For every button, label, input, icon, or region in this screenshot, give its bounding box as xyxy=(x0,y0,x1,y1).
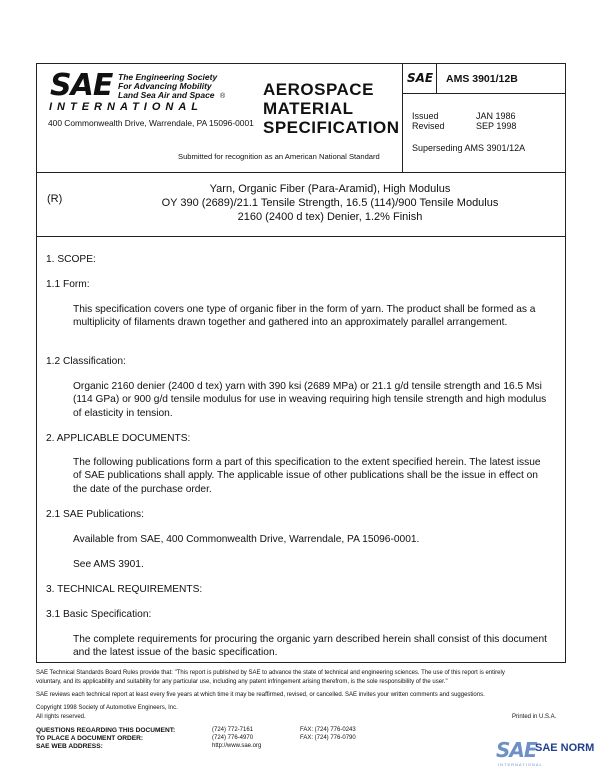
sae-logo: SAE xyxy=(50,68,113,103)
form-paragraph: This specification covers one type of organic fiber in the form of yarn. The product shall be formed as a multiplicity of filaments drawn together and gathered into an approximately parallel arrangement. xyxy=(73,304,536,329)
section-heading-form: 1.1 Form: xyxy=(46,279,90,290)
section-heading-scope: 1. SCOPE: xyxy=(46,254,96,265)
issued-label: Issued xyxy=(412,111,439,121)
web-address: http://www.sae.org xyxy=(212,743,262,749)
spec-title-line-1: AEROSPACE xyxy=(263,80,374,99)
document-title-line-2: OY 390 (2689)/21.1 Tensile Strength, 16.5 (114)/900 Tensile Modulus xyxy=(161,197,499,209)
international-wordmark: INTERNATIONAL xyxy=(49,101,204,113)
society-line-2: For Advancing Mobility xyxy=(118,81,212,91)
section-heading-technical-requirements: 3. TECHNICAL REQUIREMENTS: xyxy=(46,584,203,595)
order-fax: FAX: (724) 776-0790 xyxy=(300,735,356,741)
superseding-note: Superseding AMS 3901/12A xyxy=(412,143,526,153)
revised-label: Revised xyxy=(412,121,445,131)
sae-norm-watermark-subtext: INTERNATIONAL xyxy=(498,762,543,767)
questions-fax: FAX: (724) 776-0243 xyxy=(300,727,356,733)
sae-norm-watermark-logo: SAE xyxy=(496,738,537,762)
policy-line-2: voluntary, and its applicability and suitability for any particular use, including any patent infringement arising therefrom, is the sole responsibility of the user." xyxy=(36,679,448,685)
section-heading-classification: 1.2 Classification: xyxy=(46,356,126,367)
issued-date: JAN 1986 xyxy=(476,111,516,121)
questions-phone: (724) 772-7161 xyxy=(212,727,254,733)
sae-norm-watermark-text: SAE NORM xyxy=(535,742,595,754)
document-number: AMS 3901/12B xyxy=(446,73,518,85)
revised-date: SEP 1998 xyxy=(476,121,517,131)
printed-line: Printed in U.S.A. xyxy=(512,714,557,720)
section-heading-sae-publications: 2.1 SAE Publications: xyxy=(46,509,144,520)
copyright-line: Copyright 1998 Society of Automotive Engineers, Inc. xyxy=(36,705,178,711)
questions-label: QUESTIONS REGARDING THIS DOCUMENT: xyxy=(36,727,176,734)
section-heading-basic-specification: 3.1 Basic Specification: xyxy=(46,609,152,620)
section-heading-applicable-documents: 2. APPLICABLE DOCUMENTS: xyxy=(46,433,191,444)
revision-mark: (R) xyxy=(47,193,63,205)
registered-mark: ® xyxy=(220,93,226,100)
sae-publications-availability: Available from SAE, 400 Commonwealth Drive, Warrendale, PA 15096-0001. xyxy=(73,534,420,545)
document-title-line-3: 2160 (2400 d tex) Denier, 1.2% Finish xyxy=(237,211,423,223)
order-label: TO PLACE A DOCUMENT ORDER: xyxy=(36,735,144,742)
policy-line-1: SAE Technical Standards Board Rules provide that: "This report is published by SAE to advance the state of technical and engineering sciences. The use of this report is entirely xyxy=(36,670,505,676)
society-address: 400 Commonwealth Drive, Warrendale, PA 15096-0001 xyxy=(48,118,254,128)
rights-line: All rights reserved. xyxy=(36,714,86,720)
spec-title-line-3: SPECIFICATION xyxy=(263,118,400,137)
spec-title-line-2: MATERIAL xyxy=(263,99,354,118)
docnum-rule xyxy=(402,93,566,94)
sae-small-logo: SAE xyxy=(407,71,434,85)
docnum-vertical-rule xyxy=(436,63,437,93)
title-divider xyxy=(36,236,566,237)
society-line-3: Land Sea Air and Space xyxy=(118,90,215,100)
order-phone: (724) 776-4970 xyxy=(212,735,254,741)
submitted-note: Submitted for recognition as an American National Standard xyxy=(178,152,380,161)
basic-specification-paragraph: The complete requirements for procuring the organic yarn described herein shall consist of this document and the latest issue of the basic specification. xyxy=(73,634,547,659)
header-divider xyxy=(36,172,566,173)
classification-paragraph: Organic 2160 denier (2400 d tex) yarn with 390 ksi (2689 MPa) or 21.1 g/d tensile strength and 16.5 Msi (114 GPa) or 900 g/d tensile modulus for use in weaving requiring high tensile strength and high modulus of elasticity in tension. xyxy=(73,381,547,419)
web-label: SAE WEB ADDRESS: xyxy=(36,743,103,750)
sae-publications-reference: See AMS 3901. xyxy=(73,559,144,570)
document-title-line-1: Yarn, Organic Fiber (Para-Aramid), High Modulus xyxy=(209,183,451,195)
policy-line-3: SAE reviews each technical report at least every five years at which time it may be reaffirmed, revised, or cancelled. SAE invites your written comments and suggestions. xyxy=(36,692,485,698)
applicable-documents-paragraph: The following publications form a part of this specification to the extent specified herein. The latest issue of SAE publications shall apply. The applicable issue of other publications shall be the issue in effect on the date of the purchase order. xyxy=(73,457,541,495)
society-line-1: The Engineering Society xyxy=(118,72,218,82)
header-vertical-rule xyxy=(402,63,403,172)
